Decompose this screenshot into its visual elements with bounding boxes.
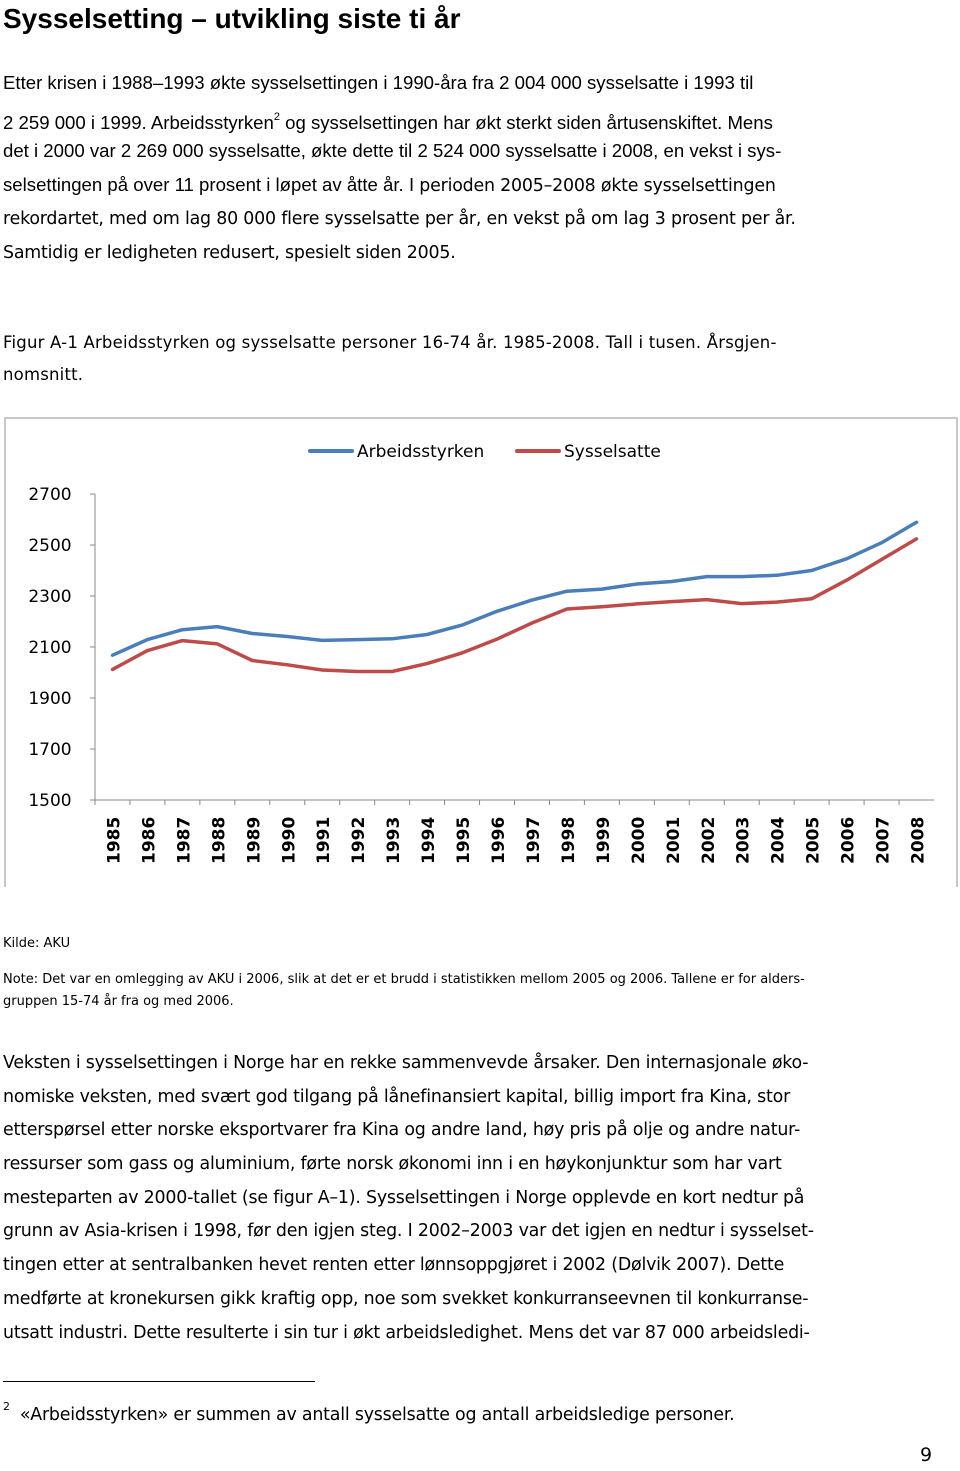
y-tick-label: 1500 [28,791,72,811]
x-tick-label: 1989 [244,816,265,864]
page-number: 9 [920,1444,933,1466]
x-tick-label: 1992 [349,816,370,864]
x-tick-label: 1993 [384,816,405,864]
x-tick-label: 1985 [104,816,125,864]
paragraph-intro [3,66,953,168]
figure-source: Kilde: AKU [3,936,71,951]
y-tick-label: 2700 [28,485,72,505]
x-tick-label: 1990 [279,816,300,864]
note-line: gruppen 15-74 år fra og med 2006. [3,994,234,1009]
x-tick-label: 1988 [209,816,230,864]
text-line: Samtidig er ledigheten redusert, spesielt siden 2005. [3,243,456,263]
x-tick-label: 2000 [628,816,649,864]
y-tick-label: 2100 [28,638,72,658]
text-line: tingen etter at sentralbanken hevet renten etter lønnsoppgjøret i 2002 (Dølvik 2007). Dette [3,1255,785,1276]
x-tick-label: 1994 [419,816,440,864]
x-tick-label: 2008 [908,816,929,864]
x-tick-label: 2004 [768,816,789,864]
text-line: mesteparten av 2000-tallet (se figur A–1). Sysselsettingen i Norge opplevde en kort nedtur på [3,1187,805,1208]
section-heading: Sysselsetting – utvikling siste ti år [3,3,461,34]
x-tick-label: 2001 [663,816,684,864]
x-tick-label: 2007 [873,816,894,864]
caption-line: nomsnitt. [3,365,84,384]
text-line: Veksten i sysselsettingen i Norge har en rekke sammenvevde årsaker. Den internasjonale øko- [3,1053,809,1073]
x-tick-label: 1996 [489,816,510,864]
x-tick-label: 1991 [314,816,335,864]
caption-line: Figur A-1 Arbeidsstyrken og sysselsatte personer 16-74 år. 1985-2008. Tall i tusen. Årsgjen- [3,333,777,352]
text-line: rekordartet, med om lag 80 000 flere sysselsatte per år, en vekst på om lag 3 prosent per år. [3,209,796,229]
line-chart [0,417,960,887]
x-tick-label: 2005 [803,816,824,864]
text-line: nomiske veksten, med svært god tilgang på lånefinansiert kapital, billig import fra Kina, stor [3,1086,791,1107]
x-tick-label: 1987 [174,816,195,864]
figure-caption [3,327,777,391]
footnote-divider [3,1381,315,1382]
legend-label: Arbeidsstyrken [357,442,485,462]
paragraph-causes [3,1047,814,1350]
y-tick-label: 1900 [28,689,72,709]
x-tick-label: 1995 [454,816,475,864]
footnote-text: «Arbeidsstyrken» er summen av antall sysselsatte og antall arbeidsledige personer. [19,1405,735,1425]
figure-note [3,969,805,1013]
y-tick-label: 1700 [28,740,72,760]
x-tick-label: 2006 [838,816,859,864]
x-tick-label: 1998 [558,816,579,864]
x-tick-label: 1999 [593,816,614,864]
text-line: det i 2000 var 2 269 000 sysselsatte, økte dette til 2 524 000 sysselsatte i 2008, en vekst i sys- [3,140,782,161]
text-line: medførte at kronekursen gikk kraftig opp, noe som svekket konkurranseevnen til konkurranse- [3,1288,809,1309]
text-line: selsettingen på over 11 prosent i løpet av åtte år. I perioden 2005–2008 økte sysselsettingen [3,174,776,196]
x-tick-label: 2002 [698,816,719,864]
legend-label: Sysselsatte [564,442,661,462]
note-line: Note: Det var en omlegging av AKU i 2006, slik at det er et brudd i statistikken mellom 2005 og 2006. Tallene er for alders- [3,972,805,987]
text-line: 2 259 000 i 1999. Arbeidsstyrken$^2$ og sysselsettingen har økt sterkt siden årtusenskiftet. Mens [3,111,773,133]
text-line: etterspørsel etter norske eksportvarer fra Kina og andre land, høy pris på olje og andre natur- [3,1120,801,1141]
footnote [3,1390,735,1432]
x-tick-label: 1997 [523,816,544,864]
footnote-reference[interactable]: 2 [273,111,280,123]
footnote-number: 2 [3,1400,10,1413]
x-tick-label: 2003 [733,816,754,864]
x-tick-label: 1986 [139,816,160,864]
text-line: grunn av Asia-krisen i 1998, før den igjen steg. I 2002–2003 var det igjen en nedtur i sysselset- [3,1221,814,1242]
series-line-arbeidsstyrken [113,522,917,655]
text-line: Etter krisen i 1988–1993 økte sysselsettingen i 1990-åra fra 2 004 000 sysselsatte i 1993 til [3,72,754,93]
text-line: utsatt industri. Dette resulterte i sin tur i økt arbeidsledighet. Mens det var 87 000 arbeidsledi- [3,1322,810,1343]
y-tick-label: 2500 [28,536,72,556]
paragraph-intro-continued [3,168,953,270]
text-line: ressurser som gass og aluminium, førte norsk økonomi inn i en høykonjunktur som har vart [3,1154,782,1175]
y-tick-label: 2300 [28,587,72,607]
